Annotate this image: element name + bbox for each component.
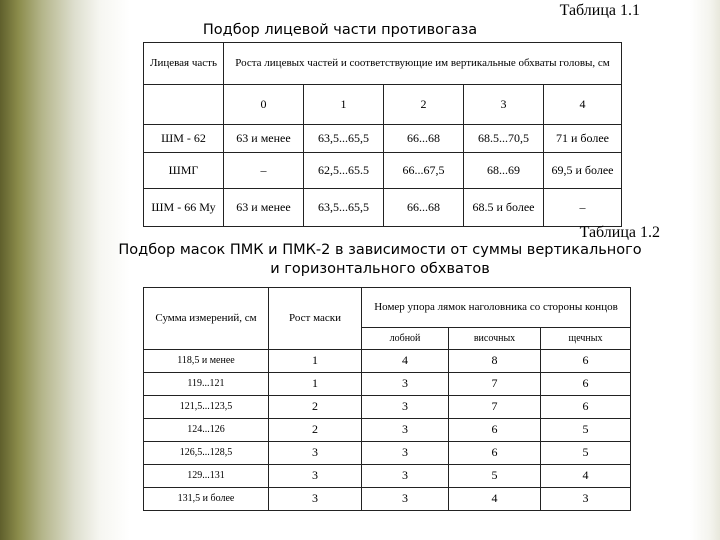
table2-cell: 4	[362, 350, 449, 373]
table-row	[144, 442, 631, 465]
table1	[143, 42, 622, 227]
table1-cell: –	[224, 153, 304, 189]
table2-height-cell: 2	[269, 419, 362, 442]
table1-size-header: 0	[224, 85, 304, 125]
table2-height-cell: 1	[269, 350, 362, 373]
table2-height-cell: 2	[269, 396, 362, 419]
table1-cell: –	[544, 189, 622, 227]
table2-col-header-sum: Сумма измерений, см	[144, 288, 269, 350]
table2-cell: 6	[541, 396, 631, 419]
table1-cell: 63 и менее	[224, 189, 304, 227]
table2-sum-cell: 126,5...128,5	[144, 442, 269, 465]
table2-col-header-height: Рост маски	[269, 288, 362, 350]
table2-cell: 7	[449, 373, 541, 396]
table-row	[144, 396, 631, 419]
table1-size-header: 3	[464, 85, 544, 125]
table2-cell: 3	[362, 442, 449, 465]
table2-cell: 3	[362, 373, 449, 396]
table1-col-header-growth: Роста лицевых частей и соответствующие им вертикальные обхваты головы, см	[224, 43, 622, 85]
table2-sum-cell: 131,5 и более	[144, 488, 269, 511]
table1-cell: 71 и более	[544, 125, 622, 153]
table2-cell: 3	[541, 488, 631, 511]
table2-cell: 7	[449, 396, 541, 419]
table2-cell: 3	[362, 396, 449, 419]
table-row	[144, 153, 622, 189]
table1-empty-cell	[144, 85, 224, 125]
table2-cell: 3	[362, 488, 449, 511]
table1-cell: 68.5...70,5	[464, 125, 544, 153]
table1-cell: 68...69	[464, 153, 544, 189]
table1-cell: 69,5 и более	[544, 153, 622, 189]
table1-cell: 66...68	[384, 125, 464, 153]
table1-cell: 63 и менее	[224, 125, 304, 153]
table2-cell: 5	[541, 442, 631, 465]
table1-cell: 62,5...65.5	[304, 153, 384, 189]
table2-cell: 6	[541, 350, 631, 373]
table2-cell: 4	[541, 465, 631, 488]
table1-size-header: 4	[544, 85, 622, 125]
table2-sum-cell: 124...126	[144, 419, 269, 442]
table2-cell: 6	[449, 419, 541, 442]
table1-size-header: 1	[304, 85, 384, 125]
table-row	[144, 373, 631, 396]
table2-subheader: щечных	[541, 328, 631, 350]
table2	[143, 287, 631, 511]
table2-cell: 4	[449, 488, 541, 511]
table2-label: Таблица 1.2	[579, 224, 660, 241]
table-row	[144, 419, 631, 442]
table2-cell: 5	[541, 419, 631, 442]
table1-row-name: ШМ - 62	[144, 125, 224, 153]
table2-title-line2: и горизонтального обхватов	[270, 261, 490, 277]
table2-height-cell: 3	[269, 465, 362, 488]
table1-row-name: ШМГ	[144, 153, 224, 189]
table-row	[144, 350, 631, 373]
table1-cell: 66...67,5	[384, 153, 464, 189]
table1-title: Подбор лицевой части противогаза	[202, 22, 478, 38]
table1-cell: 63,5...65,5	[304, 125, 384, 153]
table2-sum-cell: 129...131	[144, 465, 269, 488]
table2-sum-cell: 118,5 и менее	[144, 350, 269, 373]
table2-cell: 3	[362, 465, 449, 488]
table-row	[144, 125, 622, 153]
table2-cell: 3	[362, 419, 449, 442]
table1-cell: 68.5 и более	[464, 189, 544, 227]
table2-subheader: лобной	[362, 328, 449, 350]
table-row	[144, 465, 631, 488]
table2-cell: 8	[449, 350, 541, 373]
table2-title-line1: Подбор масок ПМК и ПМК-2 в зависимости от суммы вертикального	[118, 242, 642, 258]
table1-cell: 63,5...65,5	[304, 189, 384, 227]
table2-subheader: височных	[449, 328, 541, 350]
table1-cell: 66...68	[384, 189, 464, 227]
table1-label: Таблица 1.1	[559, 2, 640, 19]
table2-height-cell: 1	[269, 373, 362, 396]
table-row	[144, 488, 631, 511]
table2-cell: 6	[541, 373, 631, 396]
table1-col-header-part: Лицевая часть	[144, 43, 224, 85]
table2-height-cell: 3	[269, 488, 362, 511]
table1-row-name: ШМ - 66 Му	[144, 189, 224, 227]
table2-cell: 6	[449, 442, 541, 465]
table-row	[144, 189, 622, 227]
table2-sum-cell: 121,5...123,5	[144, 396, 269, 419]
table2-sum-cell: 119...121	[144, 373, 269, 396]
table2-height-cell: 3	[269, 442, 362, 465]
table2-cell: 5	[449, 465, 541, 488]
table2-col-header-stop: Номер упора лямок наголовника со стороны концов	[362, 288, 631, 328]
table1-size-header: 2	[384, 85, 464, 125]
